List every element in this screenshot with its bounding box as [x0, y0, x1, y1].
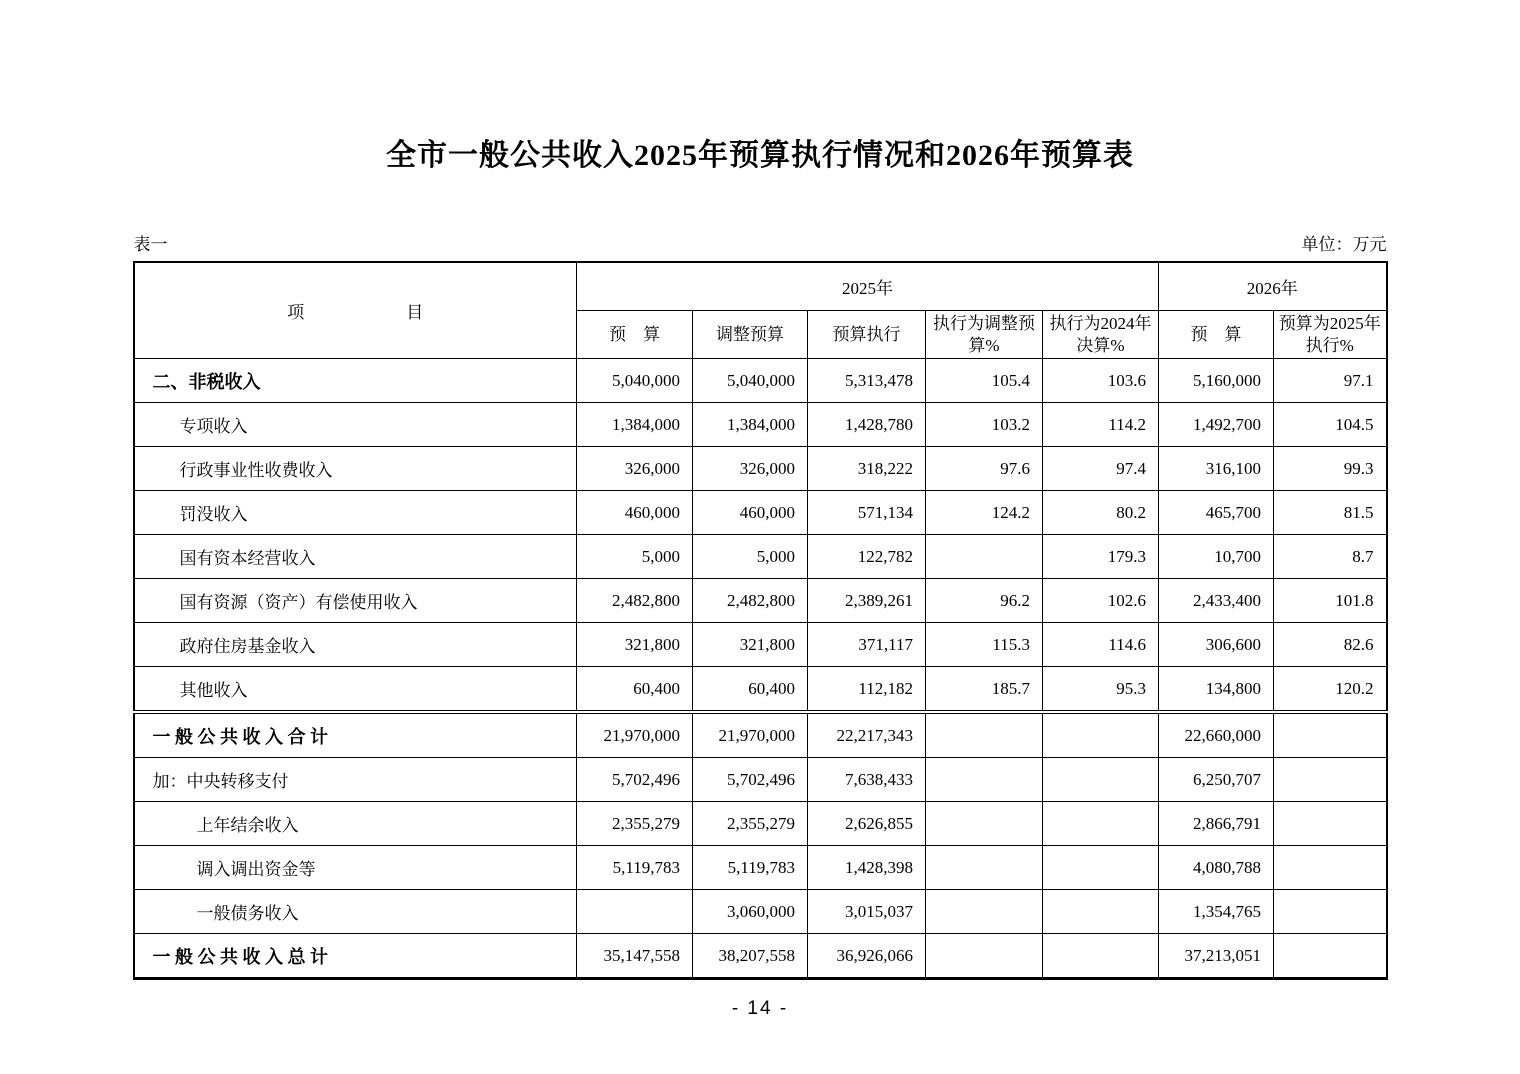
header-budget-execution: 预算执行 [808, 311, 926, 359]
table-row [134, 359, 1387, 403]
cell: 103.6 [1043, 359, 1159, 403]
header-group-2025: 2025年 [577, 262, 1159, 311]
cell: 306,600 [1159, 623, 1274, 667]
cell: 460,000 [577, 491, 693, 535]
cell: 2,626,855 [808, 802, 926, 846]
header-budget-2026: 预 算 [1159, 311, 1274, 359]
cell: 2,866,791 [1159, 802, 1274, 846]
cell: 326,000 [577, 447, 693, 491]
header-adjusted-budget: 调整预算 [693, 311, 808, 359]
cell: 6,250,707 [1159, 758, 1274, 802]
cell: 105.4 [926, 359, 1043, 403]
cell: 95.3 [1043, 667, 1159, 713]
cell: 97.1 [1274, 359, 1387, 403]
cell [926, 802, 1043, 846]
cell: 134,800 [1159, 667, 1274, 713]
cell: 5,000 [693, 535, 808, 579]
row-label: 二、非税收入 [134, 359, 577, 403]
table-row [134, 535, 1387, 579]
cell: 1,354,765 [1159, 890, 1274, 934]
cell: 7,638,433 [808, 758, 926, 802]
cell: 114.6 [1043, 623, 1159, 667]
cell: 185.7 [926, 667, 1043, 713]
cell [1274, 712, 1387, 758]
cell: 3,060,000 [693, 890, 808, 934]
cell: 5,160,000 [1159, 359, 1274, 403]
cell: 321,800 [693, 623, 808, 667]
cell: 460,000 [693, 491, 808, 535]
cell: 179.3 [1043, 535, 1159, 579]
row-label: 上年结余收入 [134, 802, 577, 846]
table-row [134, 758, 1387, 802]
row-label: 一 般 公 共 收 入 总 计 [134, 934, 577, 979]
table-row [134, 579, 1387, 623]
cell: 80.2 [1043, 491, 1159, 535]
cell [926, 890, 1043, 934]
cell: 1,384,000 [577, 403, 693, 447]
table-meta-row [134, 230, 1387, 255]
page-number: - 14 - [731, 998, 789, 1019]
header-exec-vs-adjusted: 执行为调整预算% [926, 311, 1043, 359]
table-row-grand-total [134, 934, 1387, 979]
cell: 103.2 [926, 403, 1043, 447]
unit-label: 单位：万元 [1301, 235, 1387, 254]
cell: 38,207,558 [693, 934, 808, 979]
cell: 2,355,279 [693, 802, 808, 846]
cell: 115.3 [926, 623, 1043, 667]
cell: 122,782 [808, 535, 926, 579]
table-row-total [134, 712, 1387, 758]
cell: 5,040,000 [577, 359, 693, 403]
cell: 5,000 [577, 535, 693, 579]
cell: 1,492,700 [1159, 403, 1274, 447]
cell: 5,313,478 [808, 359, 926, 403]
page-title: 全市一般公共收入2025年预算执行情况和2026年预算表 [386, 139, 1134, 172]
cell: 35,147,558 [577, 934, 693, 979]
cell [1274, 890, 1387, 934]
cell [1043, 758, 1159, 802]
cell: 21,970,000 [577, 712, 693, 758]
table-row [134, 403, 1387, 447]
cell: 321,800 [577, 623, 693, 667]
cell: 60,400 [693, 667, 808, 713]
cell: 4,080,788 [1159, 846, 1274, 890]
row-label: 一般债务收入 [134, 890, 577, 934]
cell: 8.7 [1274, 535, 1387, 579]
budget-table [133, 261, 1388, 980]
cell: 5,119,783 [693, 846, 808, 890]
cell: 101.8 [1274, 579, 1387, 623]
cell: 2,355,279 [577, 802, 693, 846]
cell: 37,213,051 [1159, 934, 1274, 979]
cell: 124.2 [926, 491, 1043, 535]
cell: 36,926,066 [808, 934, 926, 979]
cell: 22,217,343 [808, 712, 926, 758]
cell: 82.6 [1274, 623, 1387, 667]
row-label: 行政事业性收费收入 [134, 447, 577, 491]
cell: 5,702,496 [577, 758, 693, 802]
cell: 5,040,000 [693, 359, 808, 403]
cell [926, 846, 1043, 890]
table-number-label: 表一 [133, 235, 168, 254]
row-label: 政府住房基金收入 [134, 623, 577, 667]
header-budget-2025: 预 算 [577, 311, 693, 359]
cell: 371,117 [808, 623, 926, 667]
cell: 1,428,398 [808, 846, 926, 890]
header-budget-vs-2025: 预算为2025年执行% [1274, 311, 1387, 359]
cell [1274, 802, 1387, 846]
header-group-row [134, 262, 1387, 311]
table-row [134, 447, 1387, 491]
cell: 102.6 [1043, 579, 1159, 623]
header-group-2026: 2026年 [1159, 262, 1387, 311]
cell: 120.2 [1274, 667, 1387, 713]
cell: 2,482,800 [577, 579, 693, 623]
table-row [134, 802, 1387, 846]
cell [1274, 846, 1387, 890]
header-exec-vs-2024: 执行为2024年决算% [1043, 311, 1159, 359]
cell [926, 934, 1043, 979]
table-row [134, 491, 1387, 535]
cell [1274, 934, 1387, 979]
cell: 10,700 [1159, 535, 1274, 579]
header-item: 项 目 [134, 262, 577, 359]
cell: 2,389,261 [808, 579, 926, 623]
cell [1274, 758, 1387, 802]
cell: 5,702,496 [693, 758, 808, 802]
cell: 96.2 [926, 579, 1043, 623]
cell: 2,433,400 [1159, 579, 1274, 623]
cell: 104.5 [1274, 403, 1387, 447]
cell [926, 758, 1043, 802]
table-row [134, 890, 1387, 934]
cell: 2,482,800 [693, 579, 808, 623]
cell: 81.5 [1274, 491, 1387, 535]
cell: 318,222 [808, 447, 926, 491]
row-label: 国有资源（资产）有偿使用收入 [134, 579, 577, 623]
table-row [134, 846, 1387, 890]
cell [1043, 802, 1159, 846]
row-label: 国有资本经营收入 [134, 535, 577, 579]
cell: 21,970,000 [693, 712, 808, 758]
row-label: 加：中央转移支付 [134, 758, 577, 802]
cell [1043, 890, 1159, 934]
cell: 1,384,000 [693, 403, 808, 447]
row-label: 罚没收入 [134, 491, 577, 535]
table-row [134, 667, 1387, 713]
cell: 97.4 [1043, 447, 1159, 491]
cell [1043, 846, 1159, 890]
cell: 3,015,037 [808, 890, 926, 934]
cell: 114.2 [1043, 403, 1159, 447]
cell [926, 535, 1043, 579]
row-label: 其他收入 [134, 667, 577, 713]
cell [1043, 934, 1159, 979]
cell [1043, 712, 1159, 758]
cell: 112,182 [808, 667, 926, 713]
cell: 316,100 [1159, 447, 1274, 491]
table-row [134, 623, 1387, 667]
cell: 60,400 [577, 667, 693, 713]
cell [577, 890, 693, 934]
cell: 5,119,783 [577, 846, 693, 890]
cell: 326,000 [693, 447, 808, 491]
cell [926, 712, 1043, 758]
row-label: 一 般 公 共 收 入 合 计 [134, 712, 577, 758]
cell: 97.6 [926, 447, 1043, 491]
row-label: 调入调出资金等 [134, 846, 577, 890]
cell: 1,428,780 [808, 403, 926, 447]
cell: 465,700 [1159, 491, 1274, 535]
row-label: 专项收入 [134, 403, 577, 447]
cell: 99.3 [1274, 447, 1387, 491]
cell: 22,660,000 [1159, 712, 1274, 758]
cell: 571,134 [808, 491, 926, 535]
